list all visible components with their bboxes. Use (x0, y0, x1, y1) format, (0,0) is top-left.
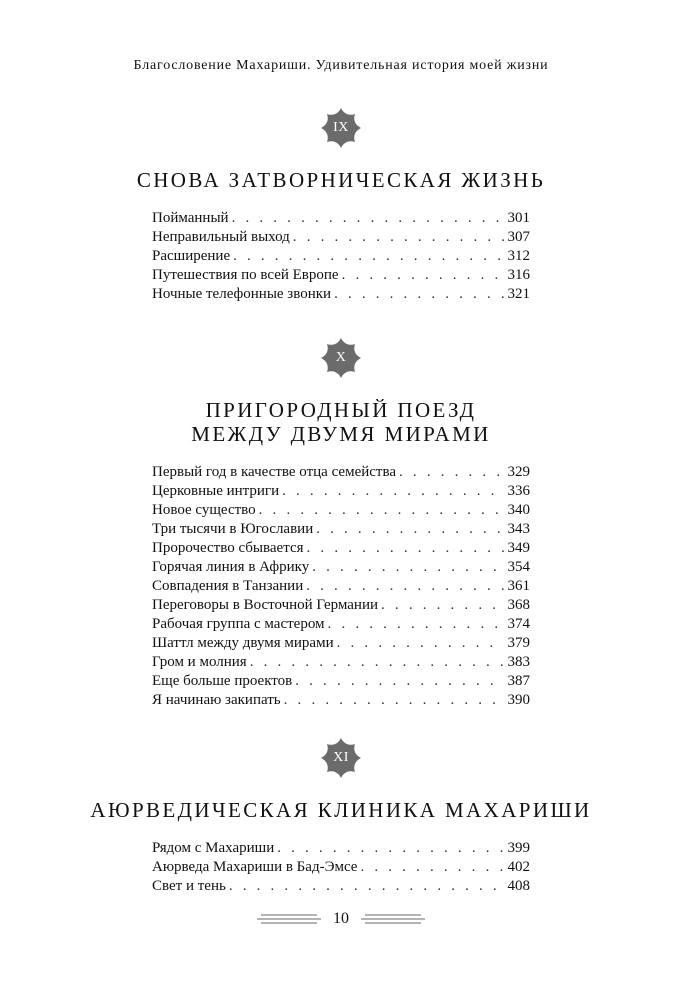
toc-entry-page: 312 (507, 248, 530, 264)
chapter-title (0, 168, 682, 192)
toc-leader-dots (316, 521, 503, 538)
chapter-title-line: СНОВА ЗАТВОРНИЧЕСКАЯ ЖИЗНЬ (136, 168, 546, 192)
toc-leader-dots (282, 483, 503, 500)
chapter-title (0, 798, 682, 822)
chapter-badge (319, 736, 363, 780)
toc-entry[interactable] (152, 692, 530, 711)
toc-leader-dots (312, 559, 503, 576)
page-footer (0, 910, 682, 928)
toc-list (152, 210, 530, 305)
toc-entry-title: Шаттл между двумя мирами (152, 635, 334, 651)
toc-leader-dots (307, 540, 504, 557)
chapter-title-line: ПРИГОРОДНЫЙ ПОЕЗД (205, 398, 477, 422)
toc-entry[interactable] (152, 464, 530, 483)
toc-leader-dots (295, 673, 503, 690)
toc-entry-title: Пойманный (152, 210, 229, 226)
toc-entry[interactable] (152, 540, 530, 559)
toc-entry-title: Горячая линия в Африку (152, 559, 310, 575)
left-ornament-icon (257, 912, 321, 926)
toc-entry-page: 374 (507, 616, 530, 632)
toc-entry-title: Рабочая группа с мастером (152, 616, 325, 632)
toc-entry[interactable] (152, 654, 530, 673)
toc-entry-title: Ночные телефонные звонки (152, 286, 332, 302)
toc-entry-page: 336 (507, 483, 530, 499)
toc-entry-page: 340 (507, 502, 530, 518)
toc-entry[interactable] (152, 502, 530, 521)
toc-entry-title: Совпадения в Танзании (152, 578, 304, 594)
toc-entry-title: Пророчество сбывается (152, 540, 304, 556)
chapter-badge (319, 106, 363, 150)
toc-entry[interactable] (152, 267, 530, 286)
toc-entry-title: Расширение (152, 248, 231, 264)
toc-entry-page: 390 (507, 692, 530, 708)
toc-entry-title: Я начинаю закипать (152, 692, 281, 708)
chapter-title (0, 398, 682, 446)
toc-leader-dots (250, 654, 504, 671)
toc-entry[interactable] (152, 286, 530, 305)
toc-leader-dots (277, 840, 503, 857)
toc-entry[interactable] (152, 248, 530, 267)
chapter-title-line: АЮРВЕДИЧЕСКАЯ КЛИНИКА МАХАРИШИ (90, 798, 592, 822)
toc-entry[interactable] (152, 859, 530, 878)
toc-leader-dots (337, 635, 504, 652)
toc-entry-page: 402 (507, 859, 530, 875)
toc-entry[interactable] (152, 878, 530, 897)
chapter-xi (0, 736, 682, 897)
toc-entry-page: 343 (507, 521, 530, 537)
toc-entry-page: 379 (507, 635, 530, 651)
toc-entry-title: Переговоры в Восточной Германии (152, 597, 379, 613)
toc-entry-page: 387 (507, 673, 530, 689)
toc-entry[interactable] (152, 673, 530, 692)
chapter-badge (319, 336, 363, 380)
toc-entry[interactable] (152, 597, 530, 616)
toc-leader-dots (360, 859, 503, 876)
toc-leader-dots (342, 267, 504, 284)
toc-entry-title: Еще больше проектов (152, 673, 293, 689)
toc-entry-page: 316 (507, 267, 530, 283)
chapter-numeral: X (335, 350, 347, 365)
toc-leader-dots (232, 210, 504, 227)
toc-leader-dots (306, 578, 503, 595)
toc-list (152, 840, 530, 897)
chapter-numeral: IX (333, 120, 349, 135)
toc-entry-page: 408 (507, 878, 530, 894)
toc-entry-page: 399 (507, 840, 530, 856)
chapter-numeral: XI (333, 750, 349, 765)
toc-entry[interactable] (152, 559, 530, 578)
toc-entry[interactable] (152, 578, 530, 597)
toc-entry[interactable] (152, 616, 530, 635)
toc-entry-page: 321 (507, 286, 530, 302)
running-head: Благословение Махариши. Удивительная история моей жизни (133, 58, 549, 73)
toc-leader-dots (229, 878, 504, 895)
toc-leader-dots (259, 502, 504, 519)
toc-leader-dots (328, 616, 504, 633)
chapter-x (0, 336, 682, 711)
toc-entry[interactable] (152, 229, 530, 248)
toc-entry-title: Путешествия по всей Европе (152, 267, 339, 283)
toc-entry-title: Первый год в качестве отца семейства (152, 464, 397, 480)
toc-entry[interactable] (152, 635, 530, 654)
toc-entry-page: 329 (507, 464, 530, 480)
toc-list (152, 464, 530, 711)
toc-entry-page: 307 (507, 229, 530, 245)
toc-leader-dots (233, 248, 503, 265)
toc-leader-dots (293, 229, 504, 246)
chapter-ix (0, 106, 682, 305)
toc-entry-title: Гром и молния (152, 654, 247, 670)
toc-entry-page: 383 (507, 654, 530, 670)
toc-entry-page: 349 (507, 540, 530, 556)
toc-leader-dots (399, 464, 503, 481)
toc-entry-page: 361 (507, 578, 530, 594)
toc-entry-title: Неправильный выход (152, 229, 290, 245)
toc-entry-title: Рядом с Махариши (152, 840, 275, 856)
toc-leader-dots (334, 286, 503, 303)
toc-entry-page: 354 (507, 559, 530, 575)
chapter-title-line: МЕЖДУ ДВУМЯ МИРАМИ (191, 422, 491, 446)
toc-entry-title: Свет и тень (152, 878, 226, 894)
toc-entry[interactable] (152, 840, 530, 859)
right-ornament-icon (361, 912, 425, 926)
page-number: 10 (333, 910, 349, 927)
toc-leader-dots (381, 597, 503, 614)
toc-entry[interactable] (152, 521, 530, 540)
toc-entry-page: 368 (507, 597, 530, 613)
toc-entry-title: Церковные интриги (152, 483, 280, 499)
toc-entry-title: Аюрведа Махариши в Бад-Эмсе (152, 859, 358, 875)
toc-leader-dots (284, 692, 504, 709)
toc-entry[interactable] (152, 483, 530, 502)
toc-entry[interactable] (152, 210, 530, 229)
toc-entry-title: Три тысячи в Югославии (152, 521, 314, 537)
toc-entry-page: 301 (507, 210, 530, 226)
toc-entry-title: Новое существо (152, 502, 256, 518)
